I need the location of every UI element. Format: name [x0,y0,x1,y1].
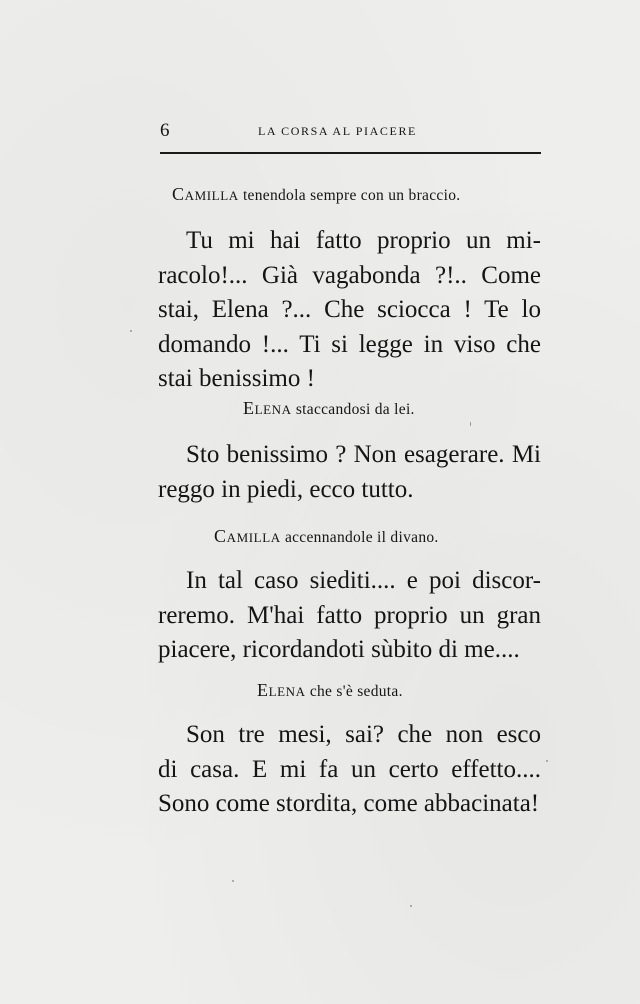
paper-speck [232,880,234,882]
character-name: Elena [257,680,306,700]
speech-line: domando !... Ti si legge in viso che [158,330,541,358]
speech-text [158,224,541,397]
speech-line: di casa. E mi fa un certo effetto.... [158,755,541,783]
direction-text: tenendola sempre con un braccio. [238,187,461,204]
direction-text: staccandosi da lei. [291,401,415,418]
paper-speck [410,905,412,907]
speech-line: Son tre mesi, sai? che non esco [186,721,541,748]
speech-block [158,438,541,507]
speech-text [158,438,541,507]
character-name: Camilla [172,184,239,204]
paper-speck [470,422,471,426]
paper-speck [130,330,132,332]
speech-line: reggo in piedi, ecco tutto. [158,475,414,503]
speech-line: Sto benissimo ? Non esagerare. Mi [186,441,541,468]
running-title: LA CORSA AL PIACERE [258,124,417,138]
speech-block [158,224,541,397]
stage-direction [243,398,415,419]
character-name: Elena [243,398,292,418]
page-number: 6 [160,120,170,141]
direction-text: accennandole il divano. [280,529,439,546]
speech-block [158,564,541,668]
speech-line: stai benissimo ! [158,365,315,392]
speech-block [158,718,541,822]
running-head [160,120,540,142]
stage-direction [257,680,403,701]
direction-text: che s'è seduta. [305,683,403,700]
speech-text [158,564,541,668]
header-rule [160,152,541,154]
speech-line: racolo!... Già vagabonda ?!.. Come [158,261,541,289]
character-name: Camilla [214,526,281,546]
speech-line: stai, Elena ?... Che sciocca ! Te lo [158,296,541,323]
speech-line: piacere, ricordandoti sùbito di me.... [158,636,520,663]
speech-line: In tal caso siediti.... e poi discor- [186,567,541,594]
stage-direction [172,184,460,205]
stage-direction [214,526,439,547]
speech-text [158,718,541,822]
paper-speck [546,760,548,762]
speech-line: Tu mi hai fatto proprio un mi- [186,227,541,254]
speech-line: Sono come stordita, come abbacinata! [158,790,540,817]
speech-line: reremo. M'hai fatto proprio un gran [158,601,541,629]
